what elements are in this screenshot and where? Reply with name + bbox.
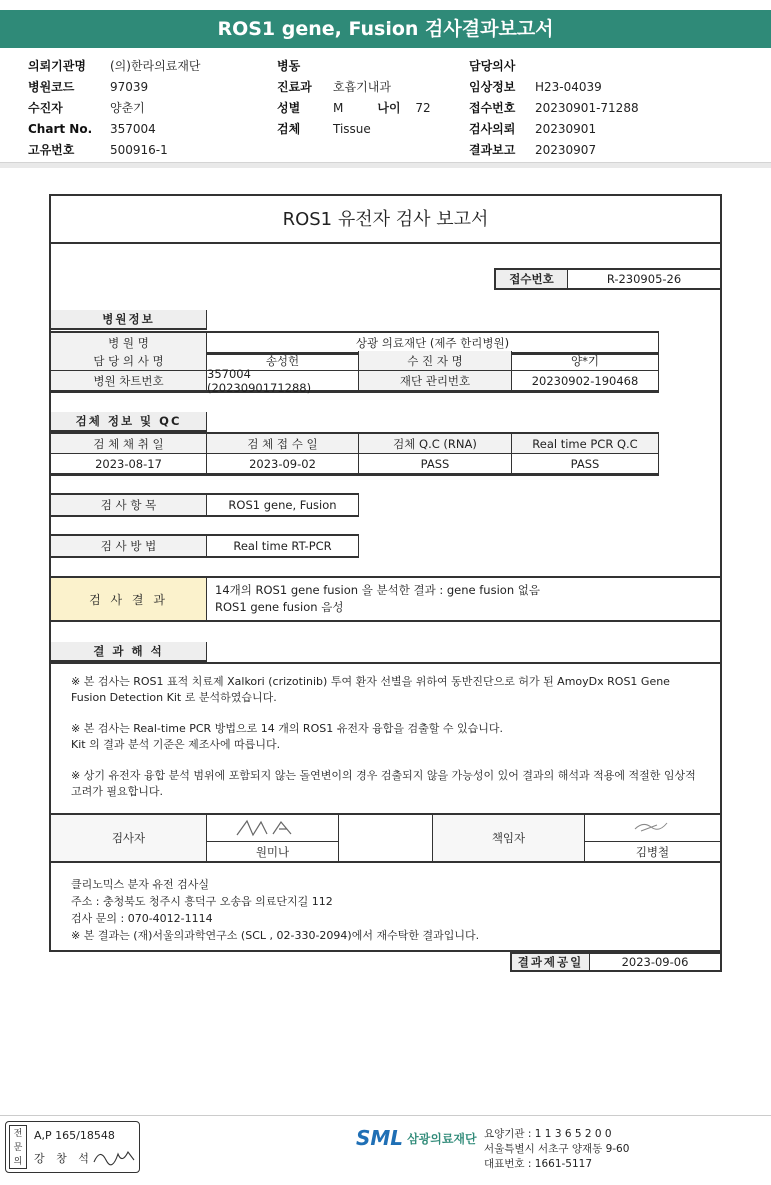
- hospital-name-label: 병 원 명: [51, 333, 207, 353]
- test-item-label: 검 사 항 목: [51, 495, 207, 515]
- interpretation-paragraph-3: ※ 상기 유전자 융합 분석 범위에 포함되지 않는 돌연변이의 경우 검출되지 않을 가능성이 있어 결과의 해석과 적용에 적절한 임상적 고려가 필요합니다.: [71, 769, 696, 798]
- test-result-line-1: 14개의 ROS1 gene fusion 을 분석한 결과 : gene fusion 없음: [215, 583, 540, 597]
- section-divider: [0, 162, 771, 168]
- doctor-value: 송성헌: [207, 351, 359, 371]
- meta-label: 검사의뢰: [469, 122, 516, 136]
- logo-mark: SML: [356, 1126, 404, 1150]
- signature-row: [51, 813, 720, 863]
- report-document: [49, 194, 722, 952]
- doctor-label: 담 당 의 사 명: [51, 351, 207, 371]
- accession-box: [494, 268, 720, 290]
- hospital-info-tab: 병원정보: [51, 310, 207, 330]
- collection-date-header: 검 체 채 취 일: [51, 434, 207, 454]
- collection-date-value: 2023-08-17: [51, 454, 207, 474]
- stamp-name: 강 창 석: [34, 1152, 93, 1165]
- hospital-name-value: 상광 의료재단 (제주 한리병원): [207, 333, 659, 353]
- interpretation-divider: [51, 662, 720, 664]
- meta-value: (의)한라의료재단: [110, 59, 201, 73]
- meta-value: H23-04039: [535, 80, 602, 94]
- meta-value: Tissue: [333, 122, 371, 136]
- meta-value: 호흡기내과: [333, 80, 391, 94]
- test-method-row: [51, 534, 359, 558]
- meta-value: M: [333, 101, 344, 115]
- report-date-box: [510, 952, 722, 972]
- specimen-qc-grid: [51, 432, 659, 476]
- meta-value: 20230907: [535, 143, 597, 157]
- lab-info: [71, 876, 479, 944]
- report-date-label: 결과제공일: [512, 954, 590, 970]
- test-result-text: [215, 582, 540, 616]
- lab-note: ※ 본 결과는 (재)서울의과학연구소 (SCL , 02-330-2094)에서 재수탁한 결과입니다.: [71, 929, 480, 942]
- responsible-signature-icon: [631, 817, 671, 835]
- meta-value: 20230901-71288: [535, 101, 639, 115]
- meta-label: 병원코드: [28, 80, 75, 94]
- chart-number-value: 357004 (2023090171288): [207, 371, 359, 391]
- responsible-name: 김병철: [585, 841, 720, 861]
- institution-code: 요양기관 : 1 1 3 6 5 2 0 0: [484, 1128, 612, 1140]
- interpretation-tab: 결 과 해 석: [51, 642, 207, 662]
- patient-label: 수 진 자 명: [359, 351, 512, 371]
- age-value: 72: [415, 101, 431, 115]
- meta-label: 임상정보: [469, 80, 516, 94]
- lab-address: 주소 : 충청북도 청주시 흥덕구 오송읍 의료단지길 112: [71, 895, 333, 908]
- logo-name: 삼광의료재단: [407, 1131, 477, 1146]
- pcr-qc-value: PASS: [512, 454, 659, 474]
- meta-value: 양춘기: [110, 101, 145, 115]
- report-date-value: 2023-09-06: [621, 955, 689, 969]
- meta-label: 진료과: [277, 80, 312, 94]
- test-result-label: 검 사 결 과: [51, 578, 207, 620]
- meta-column-1: [28, 56, 201, 161]
- meta-label: 병동: [277, 59, 301, 73]
- lab-contact: 검사 문의 : 070-4012-1114: [71, 912, 213, 925]
- accession-value: R-230905-26: [606, 272, 682, 286]
- accession-label: 접수번호: [496, 270, 568, 288]
- meta-value: 20230901: [535, 122, 597, 136]
- specialist-stamp: [5, 1121, 140, 1173]
- receipt-date-value: 2023-09-02: [207, 454, 359, 474]
- report-title: ROS1 유전자 검사 보고서: [51, 196, 720, 244]
- meta-label: 의뢰기관명: [28, 59, 86, 73]
- meta-label: 결과보고: [469, 143, 516, 157]
- test-result-line-2: ROS1 gene fusion 음성: [215, 600, 344, 614]
- meta-value: 97039: [110, 80, 149, 94]
- test-result-row: [51, 576, 720, 622]
- signature-spacer: [339, 815, 433, 861]
- interpretation-paragraph-2b: Kit 의 결과 분석 기준은 제조사에 따릅니다.: [71, 738, 281, 751]
- management-number-label: 재단 관리번호: [359, 371, 512, 391]
- institution-address: [484, 1127, 629, 1172]
- hospital-info-grid: [51, 351, 659, 393]
- stamp-vertical-text: 전문의: [9, 1125, 27, 1169]
- test-method-value: Real time RT-PCR: [207, 536, 359, 556]
- meta-label: 수진자: [28, 101, 63, 115]
- meta-label: 검체: [277, 122, 301, 136]
- meta-value: 500916-1: [110, 143, 168, 157]
- meta-label: Chart No.: [28, 122, 93, 136]
- footer-divider: [0, 1115, 771, 1116]
- pcr-qc-header: Real time PCR Q.C: [512, 434, 659, 454]
- tester-name: 원미나: [207, 841, 338, 861]
- stamp-signature-icon: [92, 1146, 136, 1168]
- chart-number-label: 병원 차트번호: [51, 371, 207, 391]
- sml-logo: [356, 1126, 477, 1150]
- stamp-license: A,P 165/18548: [34, 1129, 115, 1142]
- management-number-value: 20230902-190468: [512, 371, 659, 391]
- institution-street: 서울특별시 서초구 양재동 9-60: [484, 1143, 630, 1155]
- tester-signature-cell: [207, 815, 339, 861]
- age-label: 나이: [377, 101, 401, 115]
- tester-label: 검사자: [51, 815, 207, 861]
- report-header-title: ROS1 gene, Fusion 검사결과보고서: [0, 10, 771, 48]
- lab-name: 클리노믹스 분자 유전 검사실: [71, 878, 210, 891]
- meta-value: 357004: [110, 122, 156, 136]
- rna-qc-header: 검체 Q.C (RNA): [359, 434, 512, 454]
- patient-value: 양*기: [512, 351, 659, 371]
- institution-phone: 대표번호 : 1661-5117: [484, 1158, 593, 1170]
- test-item-value: ROS1 gene, Fusion: [207, 495, 359, 515]
- interpretation-text: [71, 674, 701, 815]
- meta-label: 성별: [277, 101, 301, 115]
- responsible-signature-cell: [585, 815, 720, 861]
- meta-column-3: [469, 56, 639, 161]
- meta-label: 담당의사: [469, 59, 516, 73]
- interpretation-paragraph-2a: ※ 본 검사는 Real-time PCR 방법으로 14 개의 ROS1 유전자 융합을 검출할 수 있습니다.: [71, 722, 503, 735]
- rna-qc-value: PASS: [359, 454, 512, 474]
- specimen-qc-tab: 검체 정보 및 QC: [51, 412, 207, 432]
- test-item-row: [51, 493, 359, 517]
- tester-signature-icon: [233, 817, 313, 839]
- responsible-label: 책임자: [433, 815, 585, 861]
- receipt-date-header: 검 체 접 수 일: [207, 434, 359, 454]
- interpretation-paragraph-1: ※ 본 검사는 ROS1 표적 치료제 Xalkori (crizotinib) 투여 환자 선별을 위하여 동반진단으로 허가 된 AmoyDx ROS1 Gene Fusion Detection Kit 로 분석하였습니다.: [71, 675, 670, 704]
- test-method-label: 검 사 방 법: [51, 536, 207, 556]
- meta-label: 접수번호: [469, 101, 516, 115]
- meta-column-2: [277, 56, 431, 140]
- meta-label: 고유번호: [28, 143, 75, 157]
